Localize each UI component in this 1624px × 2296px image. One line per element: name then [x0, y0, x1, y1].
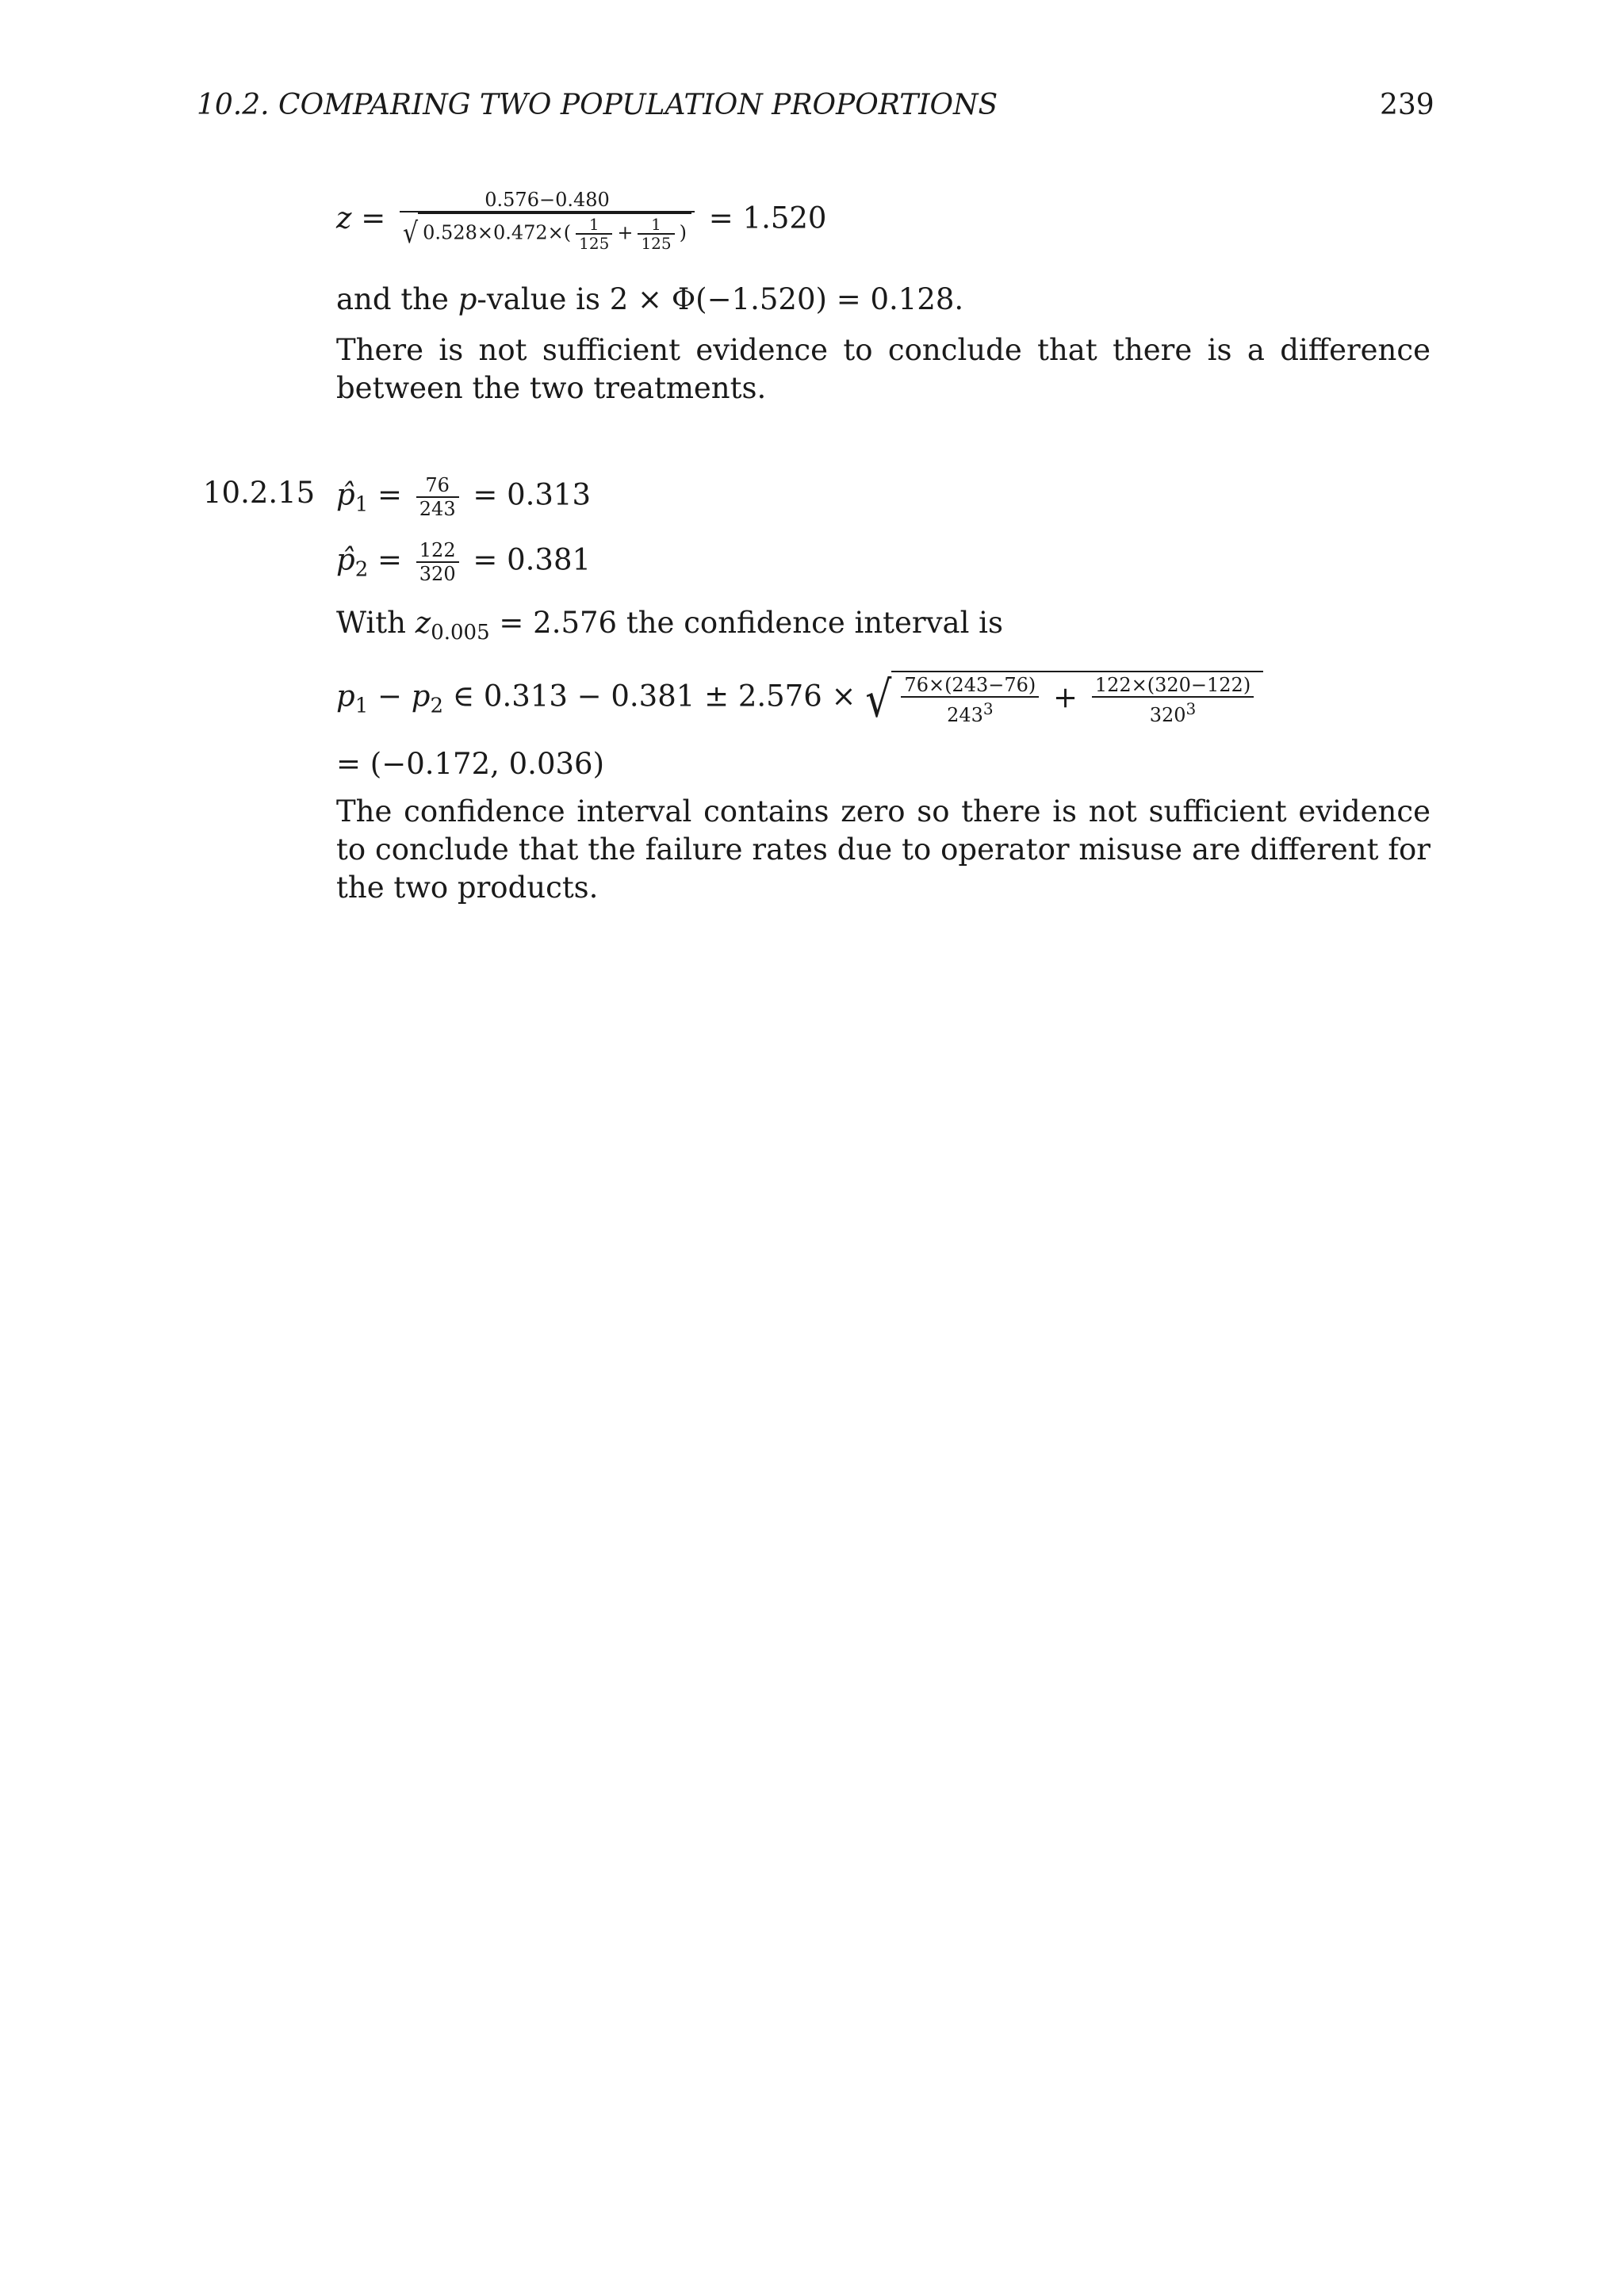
ci-p1-sub: 1: [354, 694, 369, 718]
conclusion-paragraph-2: The confidence interval contains zero so there is not sufficient evidence to conclude that the failure rates due to operator misuse are different for the two products.: [336, 794, 1431, 905]
z-den-frac2-den: 125: [641, 234, 672, 253]
z-lhs: z =: [336, 201, 386, 235]
p1-hat-subscript: 1: [354, 492, 369, 517]
ci-p2-sub: 2: [430, 694, 444, 718]
p2-hat-symbol: p̂: [336, 542, 355, 577]
z-symbol: z: [415, 606, 431, 640]
running-header: 10.2. COMPARING TWO POPULATION PROPORTIONS: [197, 89, 998, 121]
ci-term1-den-exp: 3: [982, 699, 994, 718]
p1-hat-num: 76: [416, 474, 459, 498]
pvalue-p-symbol: p: [458, 282, 477, 316]
z-sqrt: √ 0.528×0.472×( $\frac{1}{125}$ + $\frac{1}{125}$ ): [403, 212, 691, 252]
z-result: = 1.520: [708, 201, 827, 235]
ci-sqrt: √ $\frac{76\times(243-76)}{243^3}$ + $\frac{122\times(320-122)}{320^3}$: [865, 671, 1263, 726]
z-den-frac1-num: 1: [576, 216, 612, 235]
z-den-frac1: [576, 216, 612, 252]
z-denominator: [400, 212, 695, 252]
pvalue-line: [336, 281, 963, 319]
z-statistic-equation: [336, 189, 826, 252]
z-den-prefix: 0.528×0.472×(: [423, 221, 572, 244]
z-den-frac1-den: 125: [579, 234, 610, 253]
confidence-interval-equation: [336, 671, 1263, 729]
p2-hat-fraction: [416, 539, 459, 585]
ci-term2-den-base: 320: [1149, 704, 1186, 726]
ci-plus: +: [1053, 680, 1078, 715]
page-number: 239: [1380, 89, 1434, 121]
p2-hat-result: = 0.381: [473, 542, 592, 577]
ci-term1-den-base: 243: [947, 704, 983, 726]
ci-expression: ∈ 0.313 − 0.381 ± 2.576 ×: [452, 679, 856, 714]
z-fraction: [400, 189, 695, 252]
p1-hat-result: = 0.313: [473, 477, 592, 512]
z-subscript: 0.005: [431, 621, 490, 645]
conclusion-paragraph-1: There is not sufficient evidence to conclude that there is a difference between the two treatments.: [336, 333, 1431, 405]
p2-hat-den: 320: [419, 563, 456, 585]
z-den-frac2: [638, 216, 674, 252]
ci-p1: p: [336, 679, 355, 714]
ci-term1: [901, 674, 1039, 726]
p1-hat-fraction: [416, 474, 459, 520]
ci-term1-den: [901, 698, 1039, 726]
p2-hat-num: 122: [416, 539, 459, 563]
with-text: With: [336, 606, 406, 640]
z-den-frac2-num: 1: [638, 216, 674, 235]
p1-hat-equals: =: [377, 477, 403, 512]
p2-hat-equation: [336, 539, 591, 589]
problem-number: 10.2.15: [203, 476, 316, 510]
with-text-after: = 2.576 the confidence interval is: [499, 606, 1003, 640]
z-den-suffix: ): [679, 221, 688, 244]
ci-p2: p: [411, 679, 431, 714]
ci-result: = (−0.172, 0.036): [336, 747, 605, 781]
ci-term2-den: [1092, 698, 1254, 726]
pvalue-text-before: and the: [336, 282, 449, 316]
p2-hat-equals: =: [377, 542, 403, 577]
p2-hat-subscript: 2: [354, 557, 369, 582]
ci-minus: −: [377, 679, 403, 714]
p1-hat-symbol: p̂: [336, 477, 355, 512]
ci-term1-num: 76×(243−76): [901, 674, 1039, 698]
z-numerator: 0.576−0.480: [400, 189, 695, 212]
ci-term2-num: 122×(320−122): [1092, 674, 1254, 698]
z-den-plus: +: [617, 221, 634, 244]
ci-term2: [1092, 674, 1254, 726]
critical-value-line: [336, 604, 1003, 652]
p1-hat-den: 243: [419, 498, 456, 520]
pvalue-text-after: -value is 2 × Φ(−1.520) = 0.128.: [477, 282, 964, 316]
p1-hat-equation: [336, 474, 591, 524]
ci-term2-den-exp: 3: [1185, 699, 1197, 718]
